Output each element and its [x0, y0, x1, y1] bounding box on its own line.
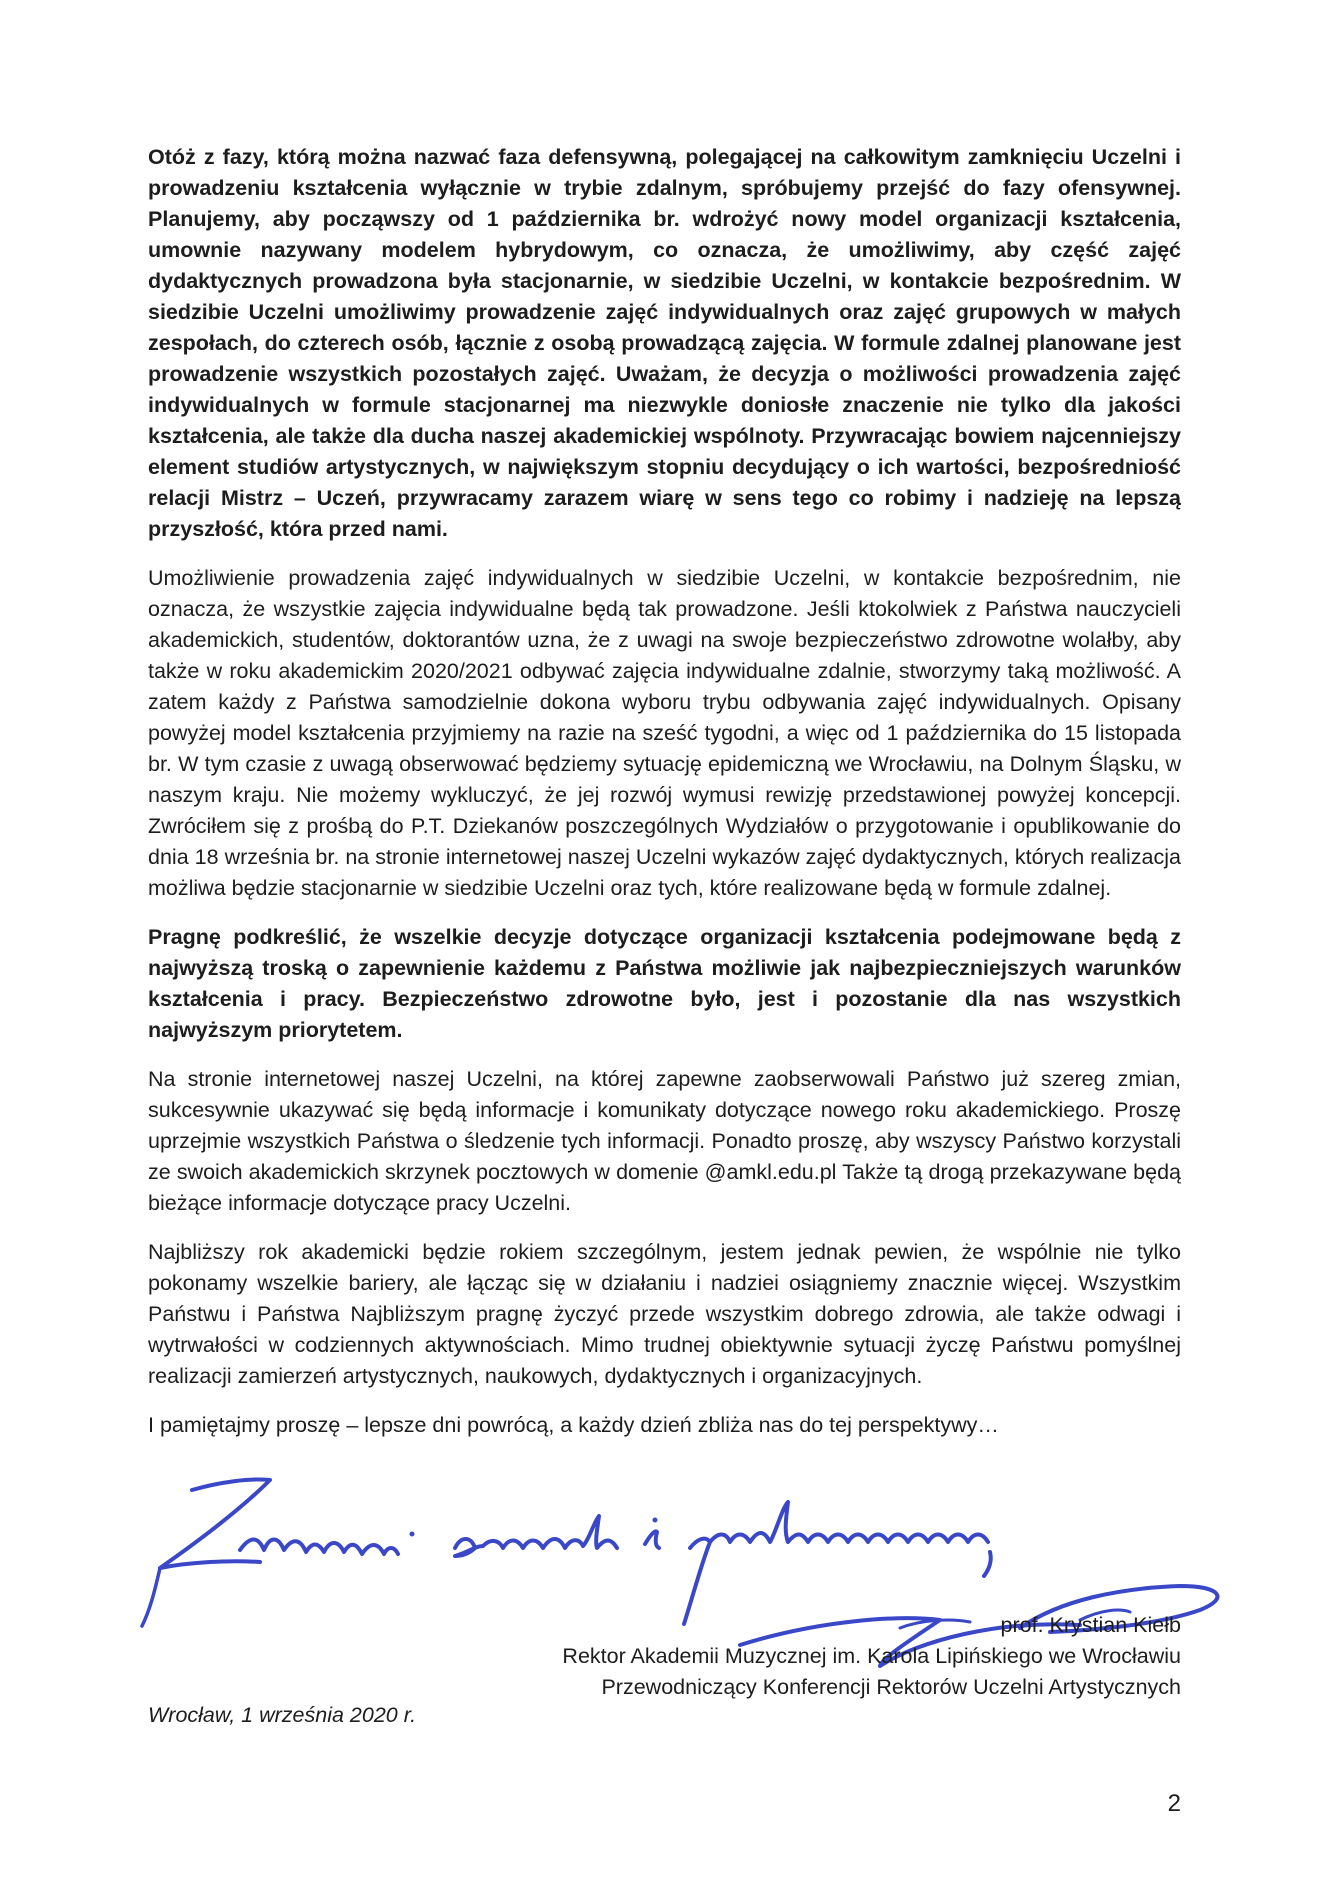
signatory-title-1: Rektor Akademii Muzycznej im. Karola Lipińskiego we Wrocławiu — [562, 1644, 1181, 1668]
paragraph-2: Umożliwienie prowadzenia zajęć indywidualnych w siedzibie Uczelni, w kontakcie bezpośrednim, nie oznacza, że wszystkie zajęcia indywidualne będą tak prowadzone. Jeśli ktokolwiek z Państwa nauczycieli akademickich, studentów, doktorantów uzna, że z uwagi na swoje bezpieczeństwo zdrowotne wolałby, aby także w roku akademickim 2020/2021 odbywać zajęcia indywidualne zdalnie, stworzymy taką możliwość. A zatem każdy z Państwa samodzielnie dokona wyboru trybu odbywania zajęć indywidualnych. Opisany powyżej model kształcenia przyjmiemy na razie na sześć tygodni, a więc od 1 października do 15 listopada br. W tym czasie z uwagą obserwować będziemy sytuację epidemiczną we Wrocławiu, na Dolnym Śląsku, w naszym kraju. Nie możemy wykluczyć, że jej rozwój wymusi rewizję przedstawionej powyżej koncepcji. Zwróciłem się z prośbą do P.T. Dziekanów poszczególnych Wydziałów o przygotowanie i opublikowanie do dnia 18 września br. na stronie internetowej naszej Uczelni wykazów zajęć dydaktycznych, których realizacja możliwa będzie stacjonarnie w siedzibie Uczelni oraz tych, które realizowane będą w formule zdalnej. — [148, 566, 1181, 900]
place-date: Wrocław, 1 września 2020 r. — [148, 1703, 417, 1727]
signatory-name: prof. Krystian Kiełb — [1000, 1613, 1181, 1637]
paragraph-1: Otóż z fazy, którą można nazwać faza defensywną, polegającej na całkowitym zamknięciu Uczelni i prowadzeniu kształcenia wyłącznie w trybie zdalnym, spróbujemy przejść do fazy ofensywnej. Planujemy, aby począwszy od 1 października br. wdrożyć nowy model organizacji kształcenia, umownie nazywany modelem hybrydowym, co oznacza, że umożliwimy, aby część zajęć dydaktycznych prowadzona była stacjonarnie, w siedzibie Uczelni, w kontakcie bezpośrednim. W siedzibie Uczelni umożliwimy prowadzenie zajęć indywidualnych oraz zajęć grupowych w małych zespołach, do czterech osób, łącznie z osobą prowadzącą zajęcia. W formule zdalnej planowane jest prowadzenie wszystkich pozostałych zajęć. Uważam, że decyzja o możliwości prowadzenia zajęć indywidualnych w formule stacjonarnej ma niezwykle doniosłe znaczenie nie tylko dla jakości kształcenia, ale także dla ducha naszej akademickiej wspólnoty. Przywracając bowiem najcenniejszy element studiów artystycznych, w największym stopniu decydujący o ich wartości, bezpośredniość relacji Mistrz – Uczeń, przywracamy zarazem wiarę w sens tego co robimy i nadzieję na lepszą przyszłość, która przed nami. — [148, 145, 1181, 541]
letter-body — [148, 142, 1181, 1459]
paragraph-5: Najbliższy rok akademicki będzie rokiem szczególnym, jestem jednak pewien, że wspólnie nie tylko pokonamy wszelkie bariery, ale łącząc się w działaniu i nadziei osiągniemy znacznie więcej. Wszystkim Państwu i Państwa Najbliższym pragnę życzyć przede wszystkim dobrego zdrowia, ale także odwagi i wytrwałości w codziennych aktywnościach. Mimo trudnej obiektywnie sytuacji życzę Państwu pomyślnej realizacji zamierzeń artystycznych, naukowych, dydaktycznych i organizacyjnych. — [148, 1240, 1181, 1388]
signatory-title-2: Przewodniczący Konferencji Rektorów Uczelni Artystycznych — [601, 1675, 1181, 1699]
page-number: 2 — [1167, 1790, 1181, 1817]
signatory-block — [281, 1610, 1181, 1703]
paragraph-4: Na stronie internetowej naszej Uczelni, na której zapewne zaobserwowali Państwo już szereg zmian, sukcesywnie ukazywać się będą informacje i komunikaty dotyczące nowego roku akademickiego. Proszę uprzejmie wszystkich Państwa o śledzenie tych informacji. Ponadto proszę, aby wszyscy Państwo korzystali ze swoich akademickich skrzynek pocztowych w domenie @amkl.edu.pl Także tą drogą przekazywane będą bieżące informacje dotyczące pracy Uczelni. — [148, 1067, 1181, 1215]
paragraph-3: Pragnę podkreślić, że wszelkie decyzje dotyczące organizacji kształcenia podejmowane będą z najwyższą troską o zapewnienie każdemu z Państwa możliwie jak najbezpieczniejszych warunków kształcenia i pracy. Bezpieczeństwo zdrowotne było, jest i pozostanie dla nas wszystkich najwyższym priorytetem. — [148, 925, 1181, 1042]
paragraph-6: I pamiętajmy proszę – lepsze dni powrócą, a każdy dzień zbliża nas do tej perspektywy… — [148, 1413, 999, 1437]
